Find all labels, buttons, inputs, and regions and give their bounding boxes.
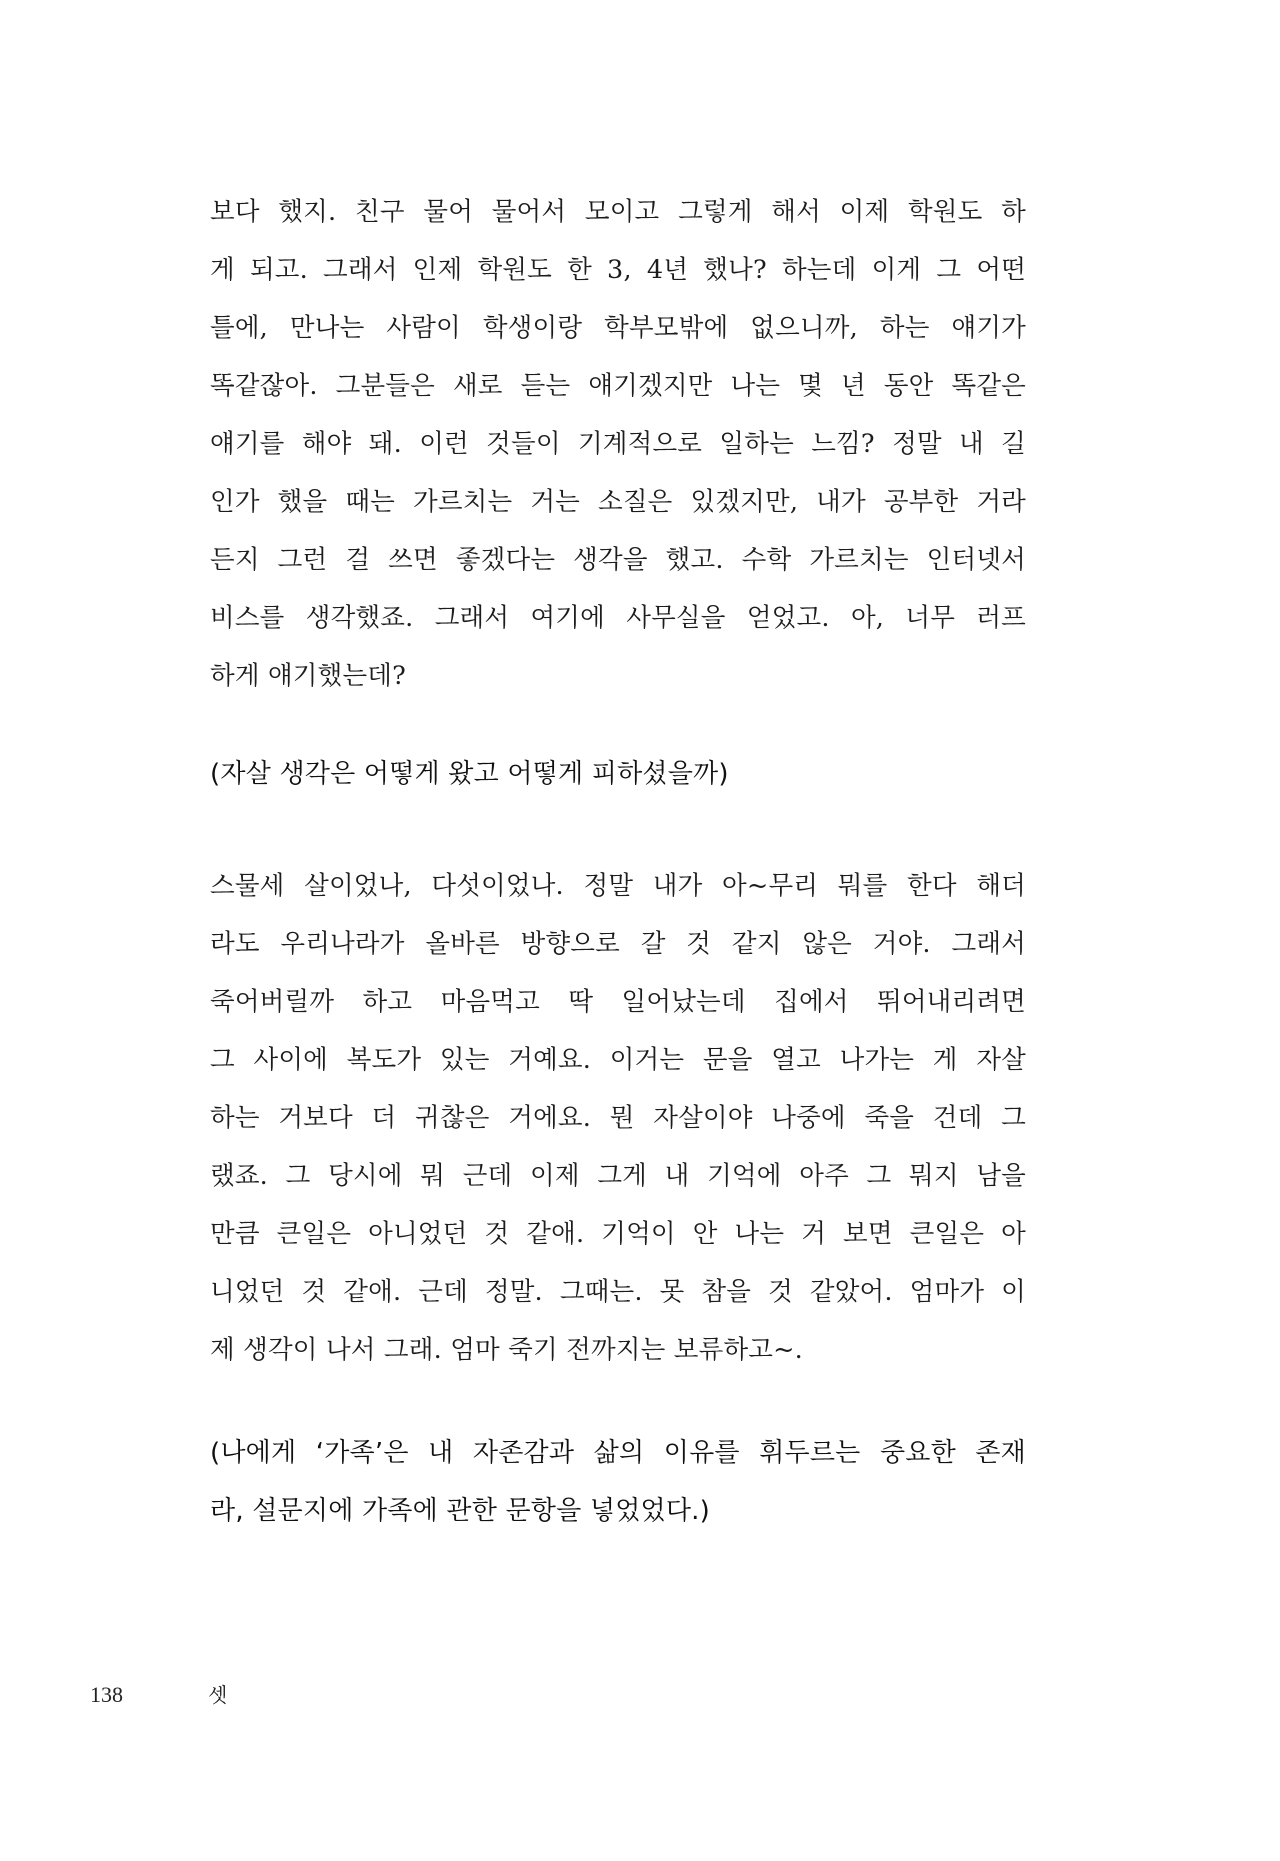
text-line: 라도 우리나라가 올바른 방향으로 갈 것 같지 않은 거야. 그래서 [210, 929, 1026, 959]
question-heading-2 [210, 1424, 1026, 1540]
heading-line: (나에게 ‘가족’은 내 자존감과 삶의 이유를 휘두르는 중요한 존재 [210, 1438, 1026, 1468]
text-line: 얘기를 해야 돼. 이런 것들이 기계적으로 일하는 느낌? 정말 내 길 [210, 429, 1026, 459]
chapter-label: 셋 [208, 1683, 228, 1707]
text-line: 랬죠. 그 당시에 뭐 근데 이제 그게 내 기억에 아주 그 뭐지 남을 [210, 1161, 1026, 1191]
text-line: 만큼 큰일은 아니었던 것 같애. 기억이 안 나는 거 보면 큰일은 아 [210, 1219, 1026, 1249]
text-line: 니었던 것 같애. 근데 정말. 그때는. 못 참을 것 같았어. 엄마가 이 [210, 1277, 1026, 1307]
text-line: 스물세 살이었나, 다섯이었나. 정말 내가 아~무리 뭐를 한다 해더 [210, 871, 1026, 901]
text-line: 하게 얘기했는데? [210, 661, 407, 691]
body-paragraph-1 [210, 183, 1026, 705]
heading-line: (자살 생각은 어떻게 왔고 어떻게 피하셨을까) [210, 759, 729, 789]
text-line: 게 되고. 그래서 인제 학원도 한 3, 4년 했나? 하는데 이게 그 어떤 [210, 255, 1026, 285]
heading-line: 라, 설문지에 가족에 관한 문항을 넣었었다.) [210, 1496, 710, 1526]
text-line: 죽어버릴까 하고 마음먹고 딱 일어났는데 집에서 뛰어내리려면 [210, 987, 1026, 1017]
text-line: 하는 거보다 더 귀찮은 거에요. 뭔 자살이야 나중에 죽을 건데 그 [210, 1103, 1026, 1133]
text-line: 똑같잖아. 그분들은 새로 듣는 얘기겠지만 나는 몇 년 동안 똑같은 [210, 371, 1026, 401]
text-line: 인가 했을 때는 가르치는 거는 소질은 있겠지만, 내가 공부한 거라 [210, 487, 1026, 517]
text-line: 보다 했지. 친구 물어 물어서 모이고 그렇게 해서 이제 학원도 하 [210, 197, 1026, 227]
question-heading-1 [210, 745, 1026, 803]
text-line: 비스를 생각했죠. 그래서 여기에 사무실을 얻었고. 아, 너무 러프 [210, 603, 1026, 633]
text-line: 틀에, 만나는 사람이 학생이랑 학부모밖에 없으니까, 하는 얘기가 [210, 313, 1026, 343]
text-line: 그 사이에 복도가 있는 거예요. 이거는 문을 열고 나가는 게 자살 [210, 1045, 1026, 1075]
body-paragraph-2 [210, 857, 1026, 1379]
page-number: 138 [90, 1682, 123, 1707]
text-line: 제 생각이 나서 그래. 엄마 죽기 전까지는 보류하고~. [210, 1335, 803, 1365]
text-line: 든지 그런 걸 쓰면 좋겠다는 생각을 했고. 수학 가르치는 인터넷서 [210, 545, 1026, 575]
